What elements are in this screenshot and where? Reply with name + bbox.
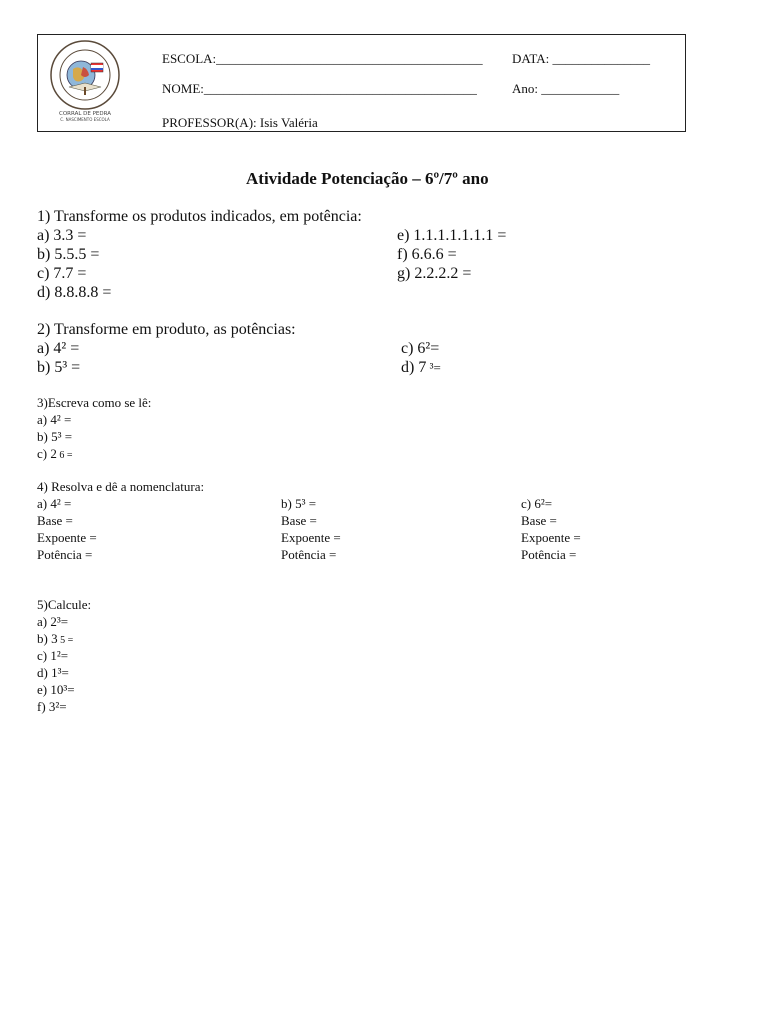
logo-bottom-text-2: C. NASCIMENTO ESCOLA [60,117,110,122]
page-title: Atividade Potenciação – 6º/7º ano [246,169,489,188]
q4-c-item: c) 6²= [521,496,553,511]
q4-b-base: Base = [281,513,317,528]
q5-item-f: f) 3²= [37,699,67,714]
q3-item-c [37,446,73,462]
q5-item-b-small: 5 = [57,635,74,646]
q4-a-expoente: Expoente = [37,530,97,545]
q3-item-c-main: c) 2 [37,446,57,461]
q5-prompt: 5)Calcule: [37,597,92,612]
q2-item-d [401,359,441,377]
q2-item-a: a) 4² = [37,340,80,357]
q4-a-potencia: Potência = [37,547,93,562]
q1-item-f: f) 6.6.6 = [397,246,457,263]
q4-a-base: Base = [37,513,73,528]
q4-c-base: Base = [521,513,557,528]
q4-b-potencia: Potência = [281,547,337,562]
q1-item-d: d) 8.8.8.8 = [37,284,112,301]
q1-item-b: b) 5.5.5 = [37,246,100,263]
q4-a-item: a) 4² = [37,496,72,511]
professor-field: PROFESSOR(A): Isis Valéria [162,115,318,130]
q4-c-expoente: Expoente = [521,530,581,545]
q1-item-a: a) 3.3 = [37,227,87,244]
logo-bottom-text-1: CORRAL DE PEDRA [58,111,112,117]
q2-item-c: c) 6²= [401,340,440,357]
q5-item-b [37,631,73,647]
q1-item-g: g) 2.2.2.2 = [397,265,472,282]
q3-item-a: a) 4² = [37,412,72,427]
ano-field: Ano: ____________ [512,81,620,96]
q5-item-d: d) 1³= [37,665,69,680]
q2-item-d-main: d) 7 [401,359,427,376]
q3-item-c-small: 6 = [56,450,73,461]
school-logo [43,37,127,123]
q5-item-a: a) 2³= [37,614,69,629]
q4-b-item: b) 5³ = [281,496,317,511]
q1-item-e: e) 1.1.1.1.1.1.1 = [397,227,507,244]
q5-item-e: e) 10³= [37,682,75,697]
escola-field: ESCOLA:_________________________________________ [162,51,483,66]
data-field: DATA: _______________ [512,51,650,66]
q3-prompt: 3)Escreva como se lê: [37,395,152,410]
q2-prompt: 2) Transforme em produto, as potências: [37,321,296,338]
q1-item-c: c) 7.7 = [37,265,87,282]
q4-prompt: 4) Resolva e dê a nomenclatura: [37,479,205,494]
q5-item-b-main: b) 3 [37,631,58,646]
q3-item-b: b) 5³ = [37,429,73,444]
q1-prompt: 1) Transforme os produtos indicados, em potência: [37,208,362,225]
q5-item-c: c) 1²= [37,648,69,663]
nome-field: NOME:__________________________________________ [162,81,477,96]
q4-c-potencia: Potência = [521,547,577,562]
q2-item-d-sup: ³= [426,360,441,375]
q2-item-b: b) 5³ = [37,359,81,376]
q4-b-expoente: Expoente = [281,530,341,545]
